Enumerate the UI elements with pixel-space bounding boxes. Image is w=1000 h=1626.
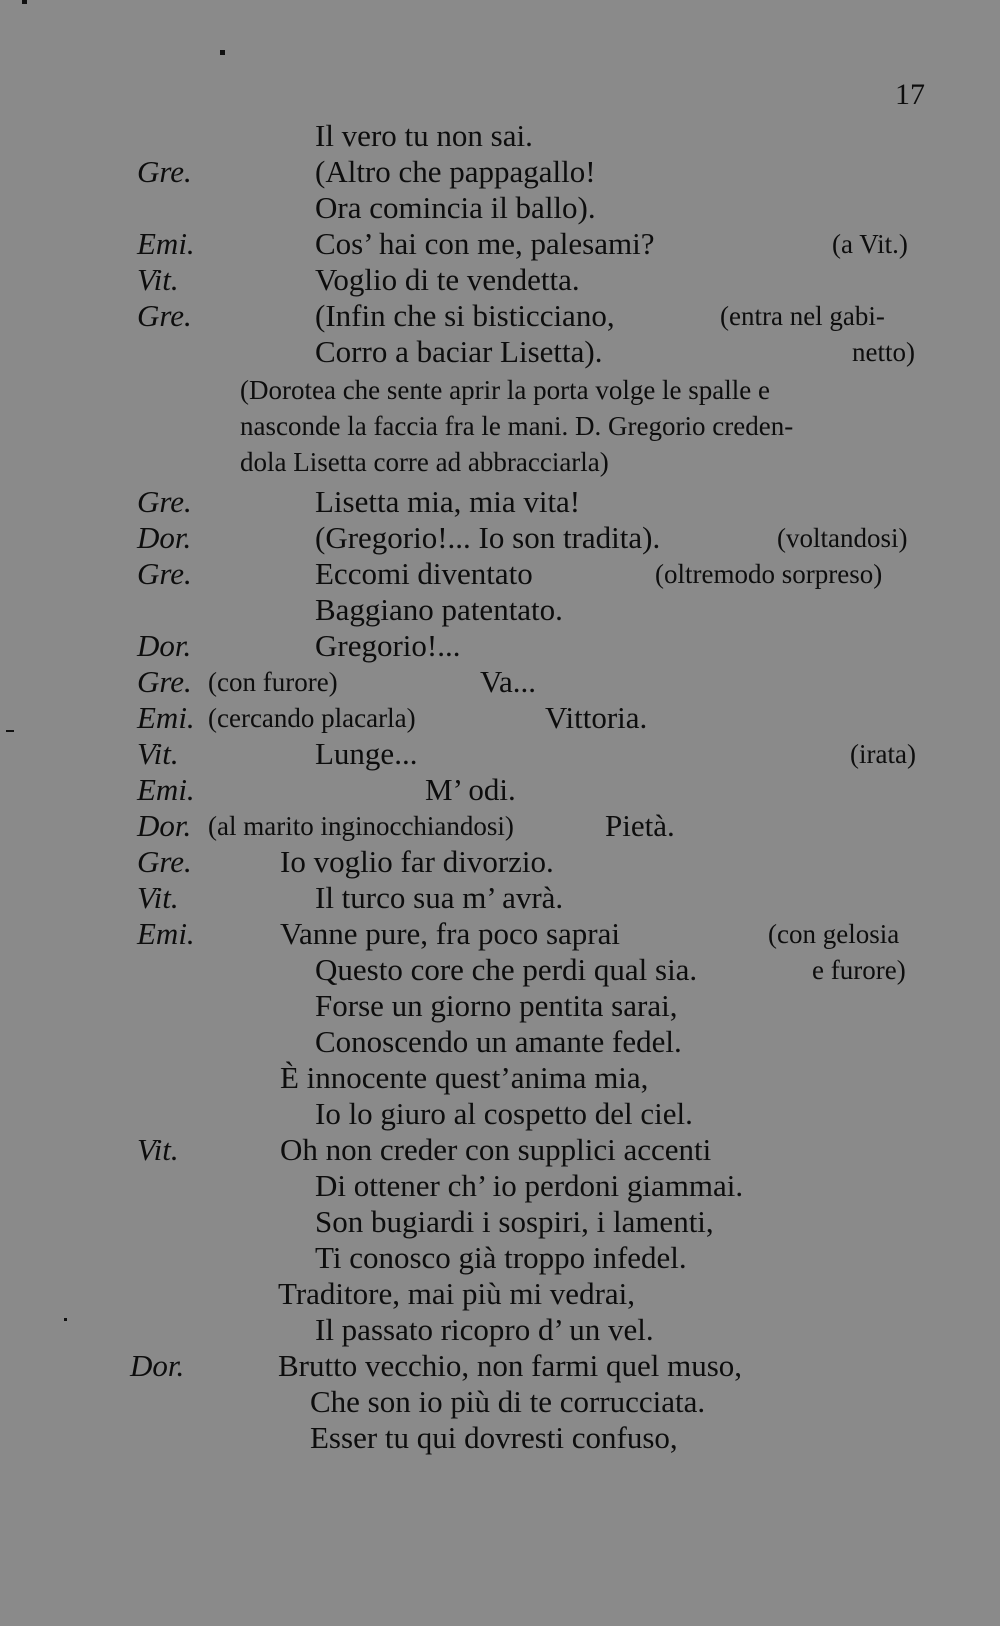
script-line: [0, 1384, 1000, 1420]
line-text: M’ odi.: [425, 772, 516, 807]
speaker-label: Gre.: [137, 844, 192, 879]
line-text: Che son io più di te corrucciata.: [310, 1384, 706, 1419]
speaker-label: Emi.: [137, 226, 195, 261]
speaker-label: Gre.: [137, 664, 192, 699]
script-line: [0, 1276, 1000, 1312]
line-text: Eccomi diventato: [315, 556, 533, 591]
line-text: Il vero tu non sai.: [315, 118, 533, 153]
line-text: (Gregorio!... Io son tradita).: [315, 520, 661, 555]
line-text: Pietà.: [605, 808, 675, 843]
speaker-label: Gre.: [137, 298, 192, 333]
speaker-label: Emi.: [137, 700, 195, 735]
script-line: [0, 772, 1000, 808]
stage-note: (a Vit.): [832, 229, 908, 259]
line-text: Cos’ hai con me, palesami?: [315, 226, 655, 261]
line-text: Lisetta mia, mia vita!: [315, 484, 581, 519]
stage-note: (cercando placarla): [208, 703, 416, 733]
line-text: Traditore, mai più mi vedrai,: [278, 1276, 636, 1311]
line-text: (Infin che si bisticciano,: [315, 298, 615, 333]
stage-note: e furore): [812, 955, 906, 985]
script-line: [0, 664, 1000, 700]
script-line: [0, 154, 1000, 190]
script-line: [0, 700, 1000, 736]
line-text: Io voglio far divorzio.: [280, 844, 554, 879]
stage-note: (al marito inginocchiandosi): [208, 811, 514, 841]
stage-note: netto): [852, 337, 915, 367]
speaker-label: Dor.: [137, 808, 192, 843]
speaker-label: Emi.: [137, 916, 195, 951]
speaker-label: Vit.: [137, 736, 179, 771]
line-text: Il passato ricopro d’ un vel.: [315, 1312, 654, 1347]
line-text: Corro a baciar Lisetta).: [315, 334, 603, 369]
script-line: [0, 916, 1000, 952]
stage-note: (con furore): [208, 667, 338, 697]
script-line: [0, 1060, 1000, 1096]
script-line: [0, 1312, 1000, 1348]
script-line: [0, 1168, 1000, 1204]
script-line: [0, 298, 1000, 334]
line-text: È innocente quest’anima mia,: [280, 1060, 649, 1095]
line-text: Questo core che perdi qual sia.: [315, 952, 698, 987]
scan-speck: [220, 50, 225, 55]
line-text: Oh non creder con supplici accenti: [280, 1132, 712, 1167]
script-line: [0, 592, 1000, 628]
line-text: Ti conosco già troppo infedel.: [315, 1240, 687, 1275]
speaker-label: Gre.: [137, 556, 192, 591]
script-line: [0, 808, 1000, 844]
scan-speck: [64, 1318, 67, 1321]
script-line: [0, 1240, 1000, 1276]
script-line: [0, 334, 1000, 370]
page-number: 17: [895, 78, 925, 111]
script-line: [0, 484, 1000, 520]
line-text: Il turco sua m’ avrà.: [315, 880, 564, 915]
script-line: [0, 628, 1000, 664]
script-line: [0, 880, 1000, 916]
script-line: [0, 262, 1000, 298]
stage-note: (con gelosia: [768, 919, 900, 949]
scan-speck: [6, 730, 14, 732]
stage-note: (irata): [850, 739, 916, 769]
scan-speck: [22, 0, 27, 4]
line-text: Io lo giuro al cospetto del ciel.: [315, 1096, 693, 1131]
stage-direction-line: dola Lisetta corre ad abbracciarla): [240, 447, 609, 477]
script-line: [0, 556, 1000, 592]
speaker-label: Gre.: [137, 154, 192, 189]
script-line: [0, 118, 1000, 154]
speaker-label: Vit.: [137, 1132, 179, 1167]
line-text: Lunge...: [315, 736, 418, 771]
line-text: Vittoria.: [545, 700, 648, 735]
line-text: Conoscendo un amante fedel.: [315, 1024, 682, 1059]
line-text: Baggiano patentato.: [315, 592, 563, 627]
script-line: [0, 1132, 1000, 1168]
line-text: Brutto vecchio, non farmi quel muso,: [278, 1348, 743, 1383]
speaker-label: Gre.: [137, 484, 192, 519]
script-line: [0, 952, 1000, 988]
speaker-label: Emi.: [137, 772, 195, 807]
line-text: Son bugiardi i sospiri, i lamenti,: [315, 1204, 714, 1239]
script-line: [0, 520, 1000, 556]
script-line: [0, 844, 1000, 880]
line-text: Va...: [480, 664, 536, 699]
stage-direction-line: (Dorotea che sente aprir la porta volge le spalle e: [240, 375, 771, 405]
line-text: Ora comincia il ballo).: [315, 190, 596, 225]
stage-note: (entra nel gabi-: [720, 301, 885, 331]
script-line: [0, 1096, 1000, 1132]
speaker-label: Vit.: [137, 880, 179, 915]
script-line: [0, 736, 1000, 772]
script-line: [0, 190, 1000, 226]
stage-note: (oltremodo sorpreso): [655, 559, 883, 589]
line-text: Voglio di te vendetta.: [315, 262, 580, 297]
speaker-label: Dor.: [137, 520, 192, 555]
line-text: Vanne pure, fra poco saprai: [280, 916, 620, 951]
speaker-label: Vit.: [137, 262, 179, 297]
speaker-label: Dor.: [130, 1348, 185, 1383]
script-line: [0, 1348, 1000, 1384]
line-text: Forse un giorno pentita sarai,: [315, 988, 678, 1023]
script-line: [0, 988, 1000, 1024]
stage-note: (voltandosi): [777, 523, 908, 553]
line-text: (Altro che pappagallo!: [315, 154, 596, 189]
script-line: [0, 226, 1000, 262]
line-text: Di ottener ch’ io perdoni giammai.: [315, 1168, 744, 1203]
line-text: Gregorio!...: [315, 628, 461, 663]
script-line: [0, 1024, 1000, 1060]
speaker-label: Dor.: [137, 628, 192, 663]
script-line: [0, 1420, 1000, 1456]
stage-direction-line: nasconde la faccia fra le mani. D. Gregorio creden-: [240, 411, 794, 441]
script-line: [0, 1204, 1000, 1240]
line-text: Esser tu qui dovresti confuso,: [310, 1420, 678, 1455]
